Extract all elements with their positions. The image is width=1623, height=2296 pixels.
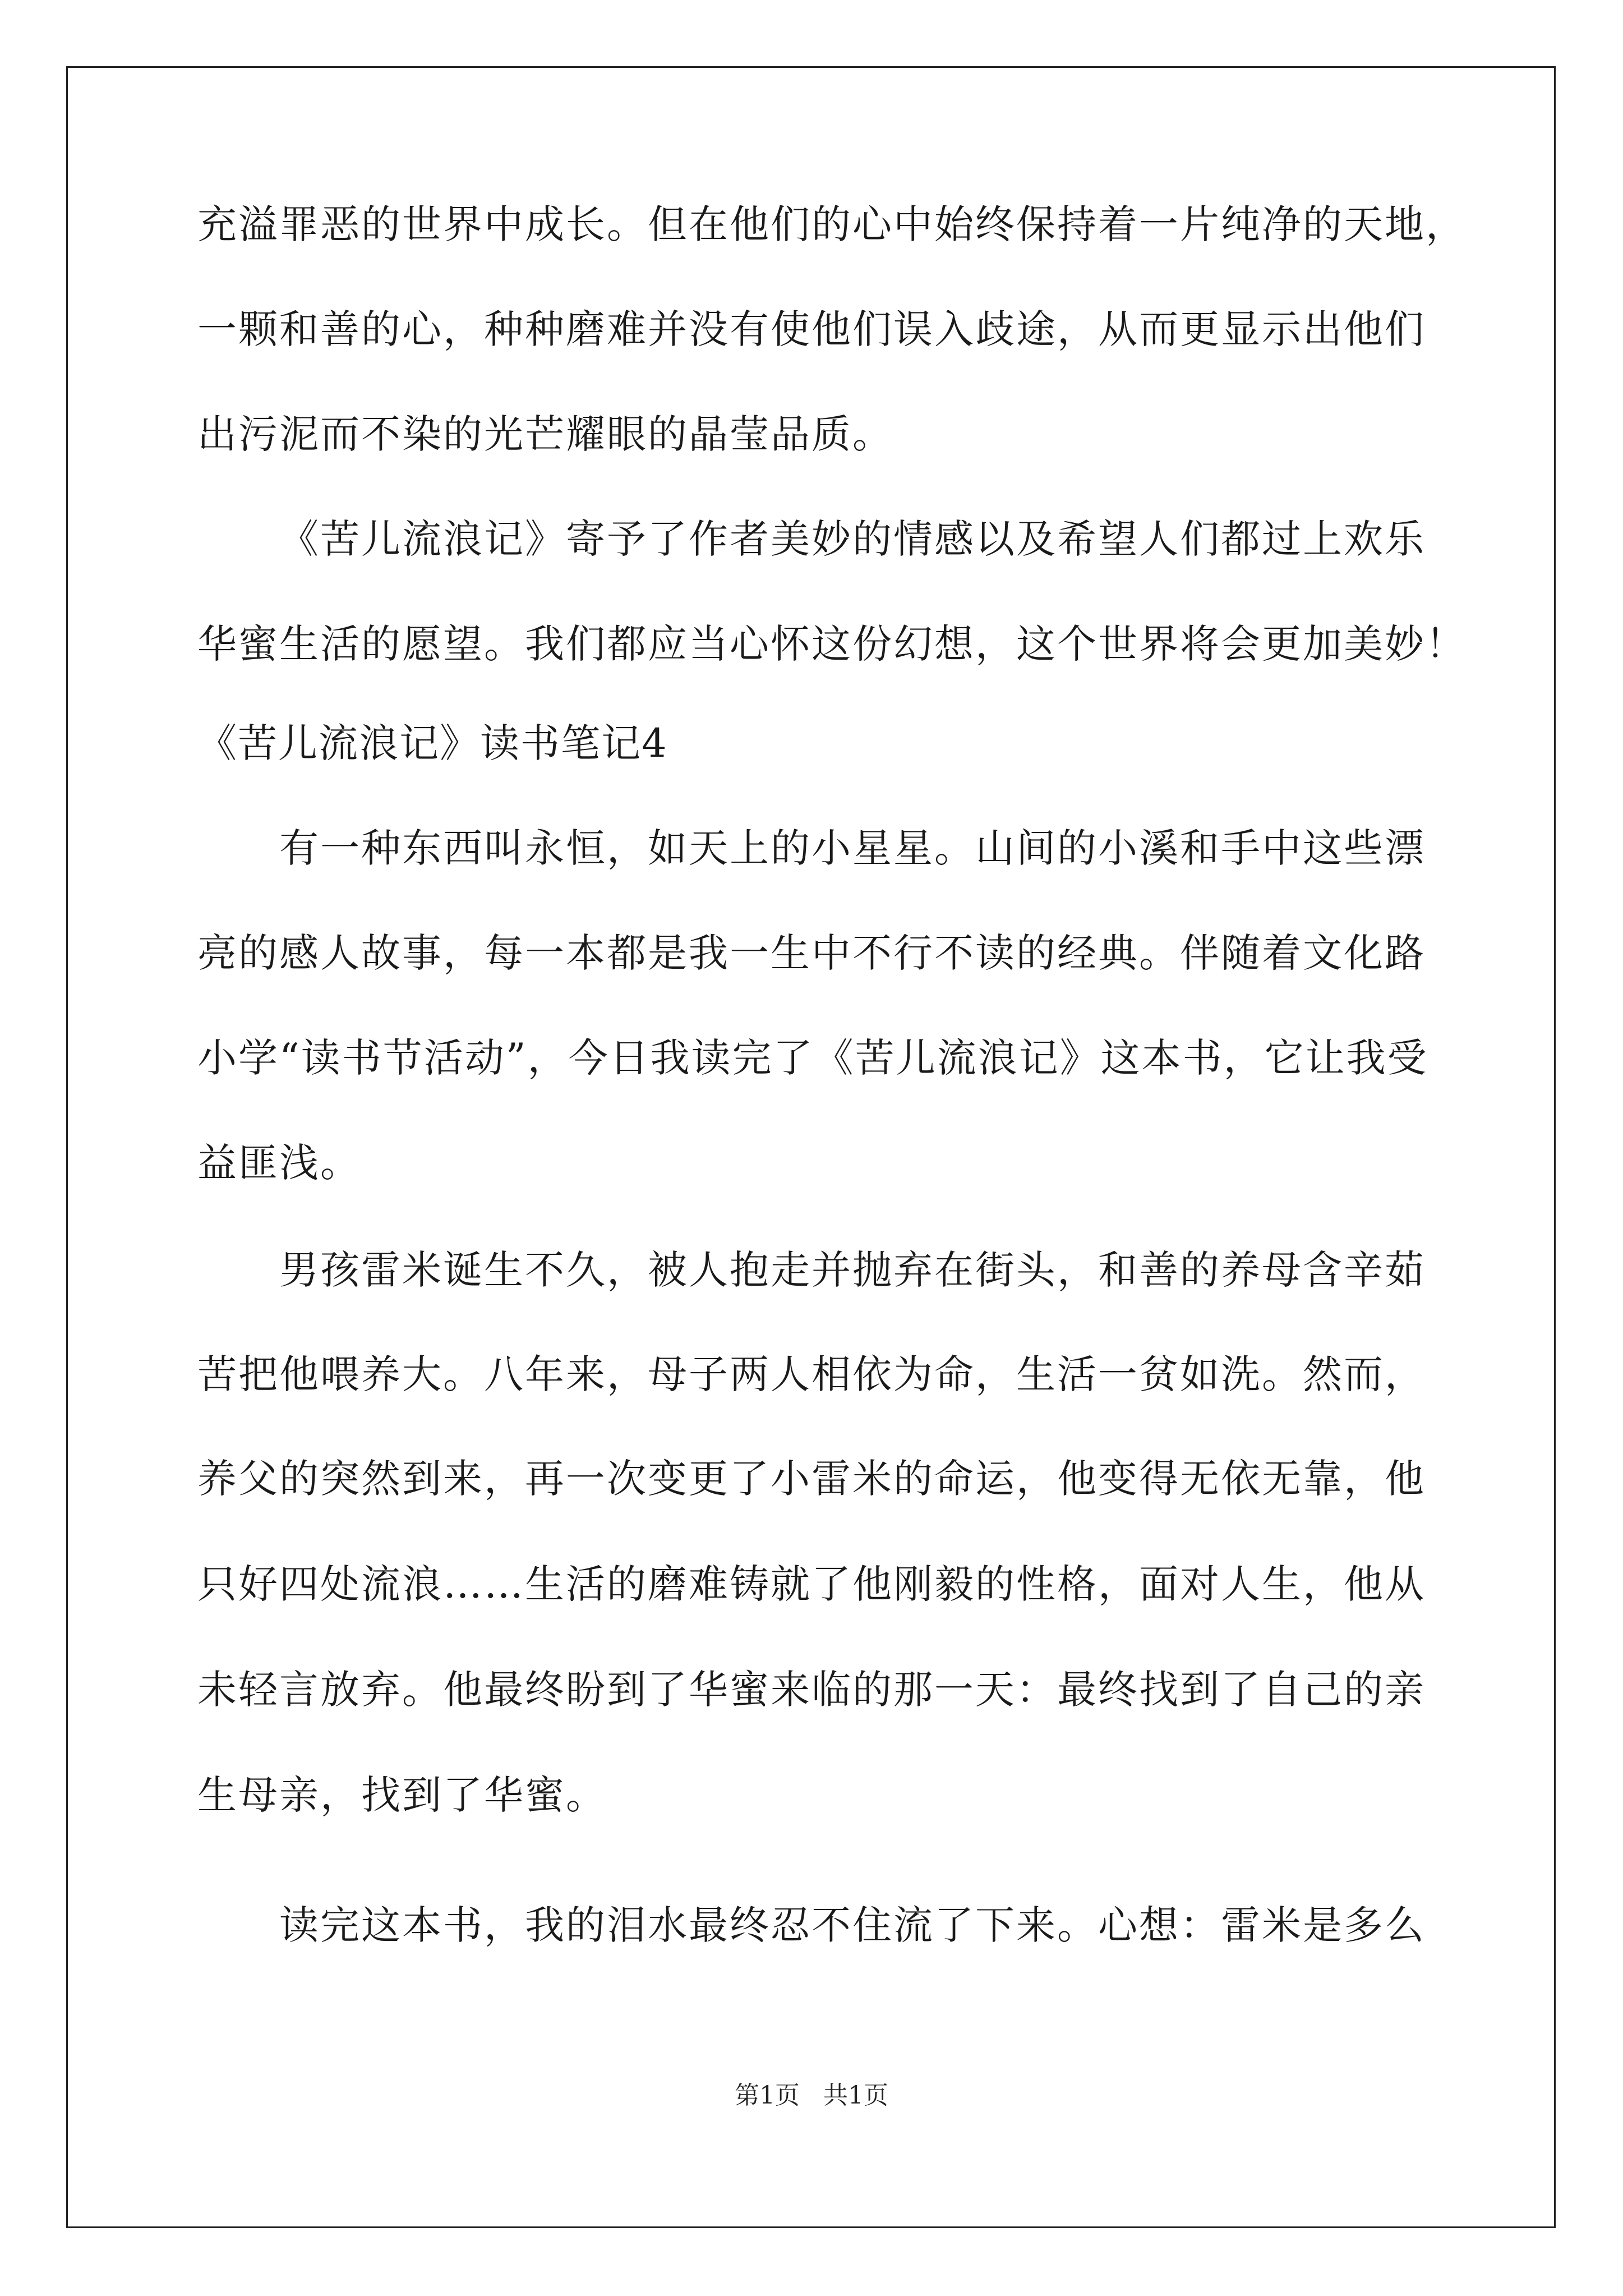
paragraph-line: 有一种东西叫永恒，如天上的小星星。山间的小溪和手中这些漂 (279, 825, 1426, 871)
paragraph-line: 读完这本书，我的泪水最终忍不住流了下来。心想：雷米是多么 (279, 1902, 1426, 1948)
paragraph-line: 亮的感人故事，每一本都是我一生中不行不读的经典。伴随着文化路 (197, 930, 1426, 976)
paragraph-line: 苦把他喂养大。八年来，母子两人相依为命，生活一贫如洗。然而， (197, 1351, 1426, 1397)
section-heading: 《苦儿流浪记》读书笔记4 (197, 720, 668, 766)
page-footer (0, 2079, 1623, 2113)
paragraph-line: 出污泥而不染的光芒耀眼的晶莹品质。 (197, 411, 893, 457)
paragraph-line: 养父的突然到来，再一次变更了小雷米的命运，他变得无依无靠，他 (197, 1456, 1426, 1502)
paragraph-line: 益匪浅。 (197, 1140, 361, 1186)
paragraph-line: 华蜜生活的愿望。我们都应当心怀这份幻想，这个世界将会更加美妙！ (197, 621, 1467, 667)
paragraph-line: 小学“读书节活动”，今日我读完了《苦儿流浪记》这本书，它让我受 (197, 1035, 1428, 1081)
page-total: 共1页 (823, 2081, 888, 2110)
paragraph-line: 一颗和善的心，种种磨难并没有使他们误入歧途，从而更显示出他们 (197, 306, 1426, 352)
page-number: 第1页 (735, 2081, 800, 2110)
paragraph-line: 男孩雷米诞生不久，被人抱走并抛弃在街头，和善的养母含辛茹 (279, 1247, 1426, 1293)
paragraph-line: 《苦儿流浪记》寄予了作者美妙的情感以及希望人们都过上欢乐 (279, 516, 1426, 562)
paragraph-line: 充溢罪恶的世界中成长。但在他们的心中始终保持着一片纯净的天地， (197, 201, 1467, 247)
paragraph-line: 未轻言放弃。他最终盼到了华蜜来临的那一天：最终找到了自己的亲 (197, 1667, 1426, 1713)
paragraph-line: 只好四处流浪……生活的磨难铸就了他刚毅的性格，面对人生，他从 (197, 1561, 1426, 1607)
paragraph-line: 生母亲，找到了华蜜。 (197, 1772, 607, 1818)
